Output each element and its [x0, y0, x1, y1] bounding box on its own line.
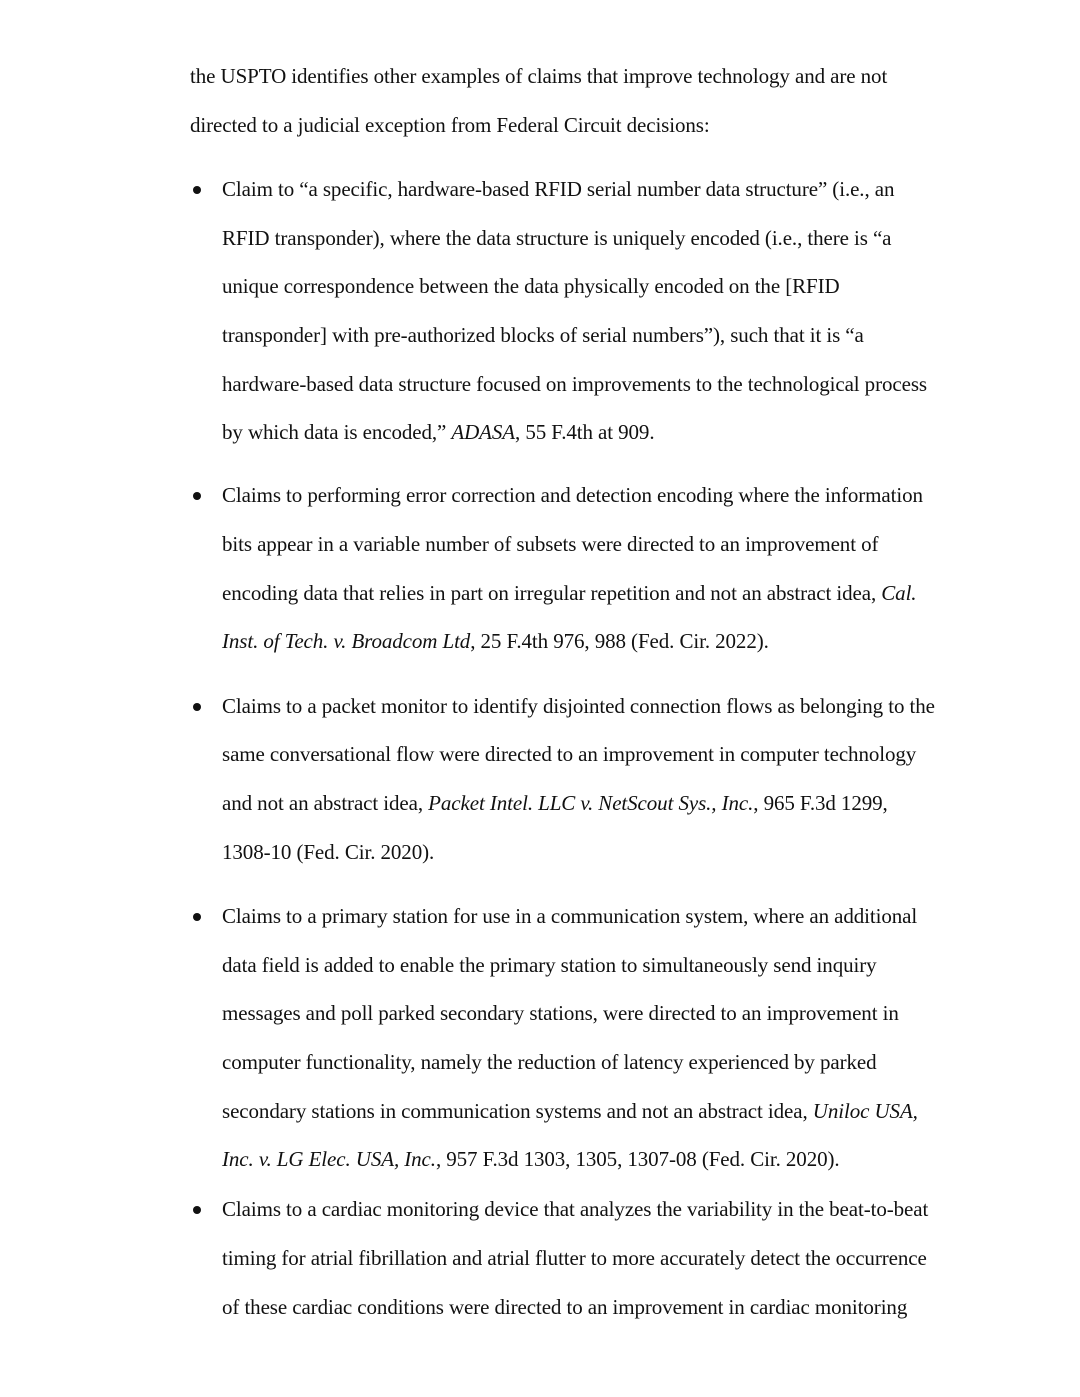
bullet-line	[222, 627, 769, 655]
bullet-line: Claims to a primary station for use in a communication system, where an additional	[222, 904, 918, 928]
case-name: ADASA	[451, 420, 516, 444]
bullet-line: of these cardiac conditions were directed to an improvement in cardiac monitoring	[222, 1295, 908, 1319]
bullet-line: transponder] with pre-authorized blocks of serial numbers”), such that it is “a	[222, 323, 864, 347]
case-name: Uniloc USA,	[812, 1099, 918, 1123]
bullet-line: computer functionality, namely the reduction of latency experienced by parked	[222, 1050, 877, 1074]
bullet-icon	[193, 492, 201, 500]
bullet-line: same conversational flow were directed to an improvement in computer technology	[222, 742, 917, 766]
text-segment: encoding data that relies in part on irregular repetition and not an abstract idea,	[222, 581, 882, 605]
bullet-line: data field is added to enable the primary station to simultaneously send inquiry	[222, 953, 877, 977]
case-name: Inc. v. LG Elec. USA, Inc.	[222, 1147, 436, 1171]
bullet-icon	[193, 186, 201, 194]
bullet-line: RFID transponder), where the data structure is uniquely encoded (i.e., there is “a	[222, 226, 892, 250]
bullet-line: Claim to “a specific, hardware-based RFID serial number data structure” (i.e., an	[222, 177, 895, 201]
bullet-line	[222, 1145, 840, 1173]
bullet-line: Claims to performing error correction and detection encoding where the information	[222, 483, 923, 507]
case-name: Inst. of Tech. v. Broadcom Ltd	[222, 629, 471, 653]
bullet-icon	[193, 913, 201, 921]
intro-line: the USPTO identifies other examples of claims that improve technology and are not	[190, 64, 888, 88]
text-segment: and not an abstract idea,	[222, 791, 429, 815]
bullet-line: Claims to a cardiac monitoring device that analyzes the variability in the beat-to-beat	[222, 1197, 929, 1221]
bullet-icon	[193, 703, 201, 711]
bullet-line: Claims to a packet monitor to identify disjointed connection flows as belonging to the	[222, 694, 935, 718]
citation: , 25 F.4th 976, 988 (Fed. Cir. 2022).	[470, 629, 769, 653]
bullet-line: unique correspondence between the data physically encoded on the [RFID	[222, 274, 840, 298]
bullet-icon	[193, 1206, 201, 1214]
text-segment: by which data is encoded,”	[222, 420, 452, 444]
bullet-line: 1308-10 (Fed. Cir. 2020).	[222, 840, 435, 864]
intro-line: directed to a judicial exception from Federal Circuit decisions:	[190, 113, 710, 137]
bullet-line: hardware-based data structure focused on improvements to the technological process	[222, 372, 927, 396]
case-name: Cal.	[881, 581, 917, 605]
bullet-line	[222, 1097, 918, 1125]
bullet-line: timing for atrial fibrillation and atrial flutter to more accurately detect the occurrence	[222, 1246, 927, 1270]
bullet-line: bits appear in a variable number of subsets were directed to an improvement of	[222, 532, 879, 556]
bullet-line	[222, 418, 654, 446]
citation: , 965 F.3d 1299,	[753, 791, 888, 815]
citation: , 957 F.3d 1303, 1305, 1307-08 (Fed. Cir. 2020).	[435, 1147, 840, 1171]
bullet-line	[222, 579, 916, 607]
case-name: Packet Intel. LLC v. NetScout Sys., Inc.	[428, 791, 754, 815]
citation: , 55 F.4th at 909.	[515, 420, 655, 444]
text-segment: secondary stations in communication systems and not an abstract idea,	[222, 1099, 813, 1123]
bullet-line: messages and poll parked secondary stations, were directed to an improvement in	[222, 1001, 899, 1025]
bullet-line	[222, 789, 888, 817]
